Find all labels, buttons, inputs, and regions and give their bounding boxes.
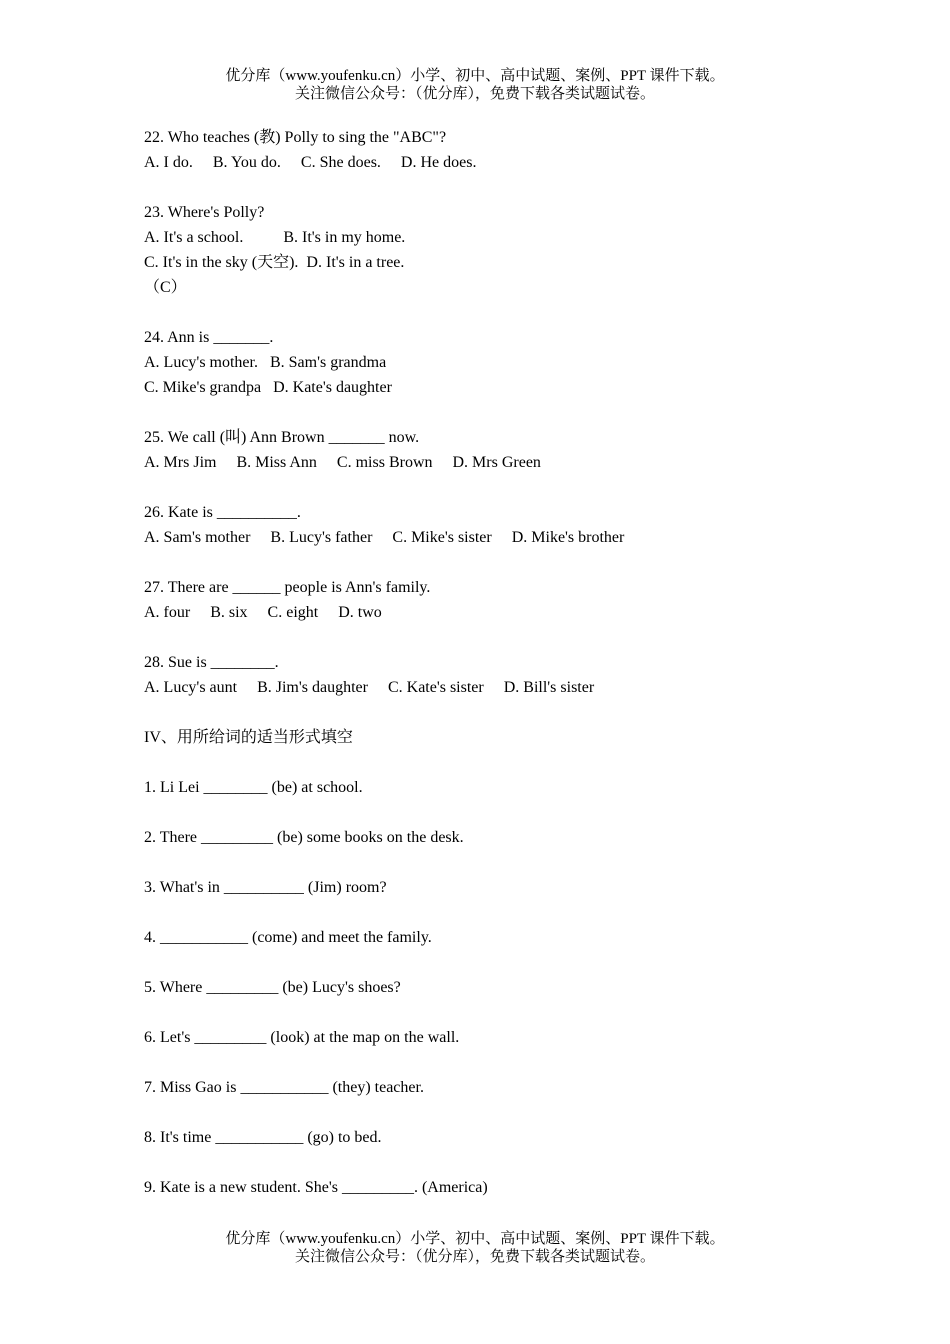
fill-item-1: 1. Li Lei ________ (be) at school. — [144, 779, 363, 796]
question-24: 24. Ann is _______. — [144, 329, 274, 346]
header-line-2: 关注微信公众号：（优分库），免费下载各类试题试卷。 — [294, 86, 655, 102]
fill-item-8: 8. It's time ___________ (go) to bed. — [144, 1129, 382, 1146]
section-4-title: IV、用所给词的适当形式填空 — [144, 729, 353, 746]
fill-item-6: 6. Let's _________ (look) at the map on the wall. — [144, 1029, 460, 1046]
question-23-answer: （C） — [144, 279, 187, 296]
question-25: 25. We call (叫) Ann Brown _______ now. — [144, 429, 420, 446]
question-26: 26. Kate is __________. — [144, 504, 301, 521]
footer-line-2: 关注微信公众号：（优分库），免费下载各类试题试卷。 — [294, 1249, 655, 1265]
header-line-1: 优分库（www.youfenku.cn）小学、初中、高中试题、案例、PPT 课件下载。 — [225, 68, 725, 84]
question-25-options: A. Mrs Jim B. Miss Ann C. miss Brown D. Mrs Green — [144, 454, 541, 471]
question-24-options-ab: A. Lucy's mother. B. Sam's grandma — [144, 354, 387, 371]
question-23: 23. Where's Polly? — [144, 204, 265, 221]
document-body — [144, 125, 844, 1200]
question-23-options-cd: C. It's in the sky (天空). D. It's in a tree. — [144, 254, 405, 271]
fill-item-4: 4. ___________ (come) and meet the family. — [144, 929, 432, 946]
question-24-options-cd: C. Mike's grandpa D. Kate's daughter — [144, 379, 392, 396]
question-28-options: A. Lucy's aunt B. Jim's daughter C. Kate's sister D. Bill's sister — [144, 679, 595, 696]
question-27: 27. There are ______ people is Ann's family. — [144, 579, 431, 596]
fill-item-3: 3. What's in __________ (Jim) room? — [144, 879, 387, 896]
fill-item-2: 2. There _________ (be) some books on the desk. — [144, 829, 464, 846]
question-28: 28. Sue is ________. — [144, 654, 279, 671]
page-footer — [0, 1230, 950, 1266]
question-23-options-ab: A. It's a school. B. It's in my home. — [144, 229, 406, 246]
question-22-options: A. I do. B. You do. C. She does. D. He does. — [144, 154, 477, 171]
question-22: 22. Who teaches (教) Polly to sing the "ABC"? — [144, 129, 447, 146]
question-26-options: A. Sam's mother B. Lucy's father C. Mike's sister D. Mike's brother — [144, 529, 625, 546]
page-header — [0, 67, 950, 103]
fill-item-5: 5. Where _________ (be) Lucy's shoes? — [144, 979, 401, 996]
question-27-options: A. four B. six C. eight D. two — [144, 604, 382, 621]
footer-line-1: 优分库（www.youfenku.cn）小学、初中、高中试题、案例、PPT 课件下载。 — [225, 1231, 725, 1247]
fill-item-7: 7. Miss Gao is ___________ (they) teacher. — [144, 1079, 424, 1096]
fill-item-9: 9. Kate is a new student. She's _________. (America) — [144, 1179, 488, 1196]
